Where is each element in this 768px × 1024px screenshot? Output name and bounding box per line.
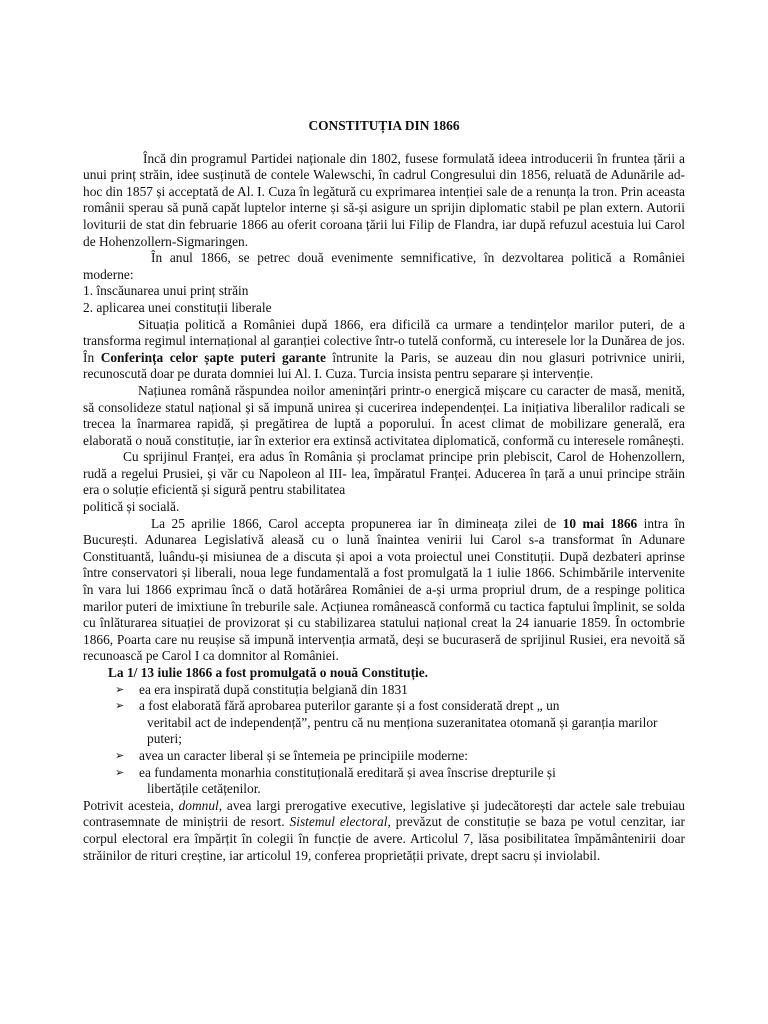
list-item: 2. aplicarea unei constituții liberale — [83, 299, 272, 315]
bold-text-date: 10 mai 1866 — [562, 515, 638, 531]
section-heading: La 1/ 13 iulie 1866 a fost promulgată o nouă Constituție. — [108, 665, 429, 680]
numbered-list — [83, 283, 685, 316]
arrow-bullet-icon: ➢ — [115, 748, 125, 762]
arrow-bullet-icon: ➢ — [115, 699, 125, 713]
bullet-list — [83, 682, 685, 798]
italic-text-domnul: domnul — [178, 797, 219, 813]
arrow-bullet-icon: ➢ — [115, 765, 125, 779]
bullet-item — [83, 682, 685, 699]
paragraph-constitution-details — [83, 798, 685, 864]
text-span: întrunite la Paris, se auzeau din nou glasuri potrivnice unirii, recunoscută doar pe durata domniei lui Al. I. Cuza. Turcia insista pentru separare și intervenție. — [83, 349, 685, 382]
list-item: 1. înscăunarea unui prinț străin — [83, 283, 249, 299]
text-span: , prevăzut de constituție se baza pe votul cenzitar, iar corpul electoral era împărțit în colegii în funcție de avere. Articolul 7, lăsa posibilitatea împământenirii doar străinilor de rituri creștine, iar articolul 19, conferea proprietății private, drept sacru și inviolabil. — [83, 814, 685, 863]
paragraph-carol-arrival — [83, 516, 685, 665]
paragraph-continuation: politică și socială. — [83, 499, 180, 515]
text-span: La 25 aprilie 1866, Carol accepta propunerea iar în dimineața zilei de — [151, 515, 563, 531]
document-title: CONSTITUȚIA DIN 1866 — [308, 118, 460, 133]
text-span: Situația politică a României după 1866, era dificilă ca urmare a tendințelor marilor puteri, de a transforma regimul internațional al garanției colective într-o tutelă conformă, cu interesele lor la Dunărea de jos. În — [83, 316, 685, 365]
bullet-text: ea era inspirată după constituția belgiană din 1831 — [139, 681, 408, 697]
text-span: intra în București. Adunarea Legislativă aleasă cu o lună înaintea venirii lui Carol s-a transformat în Adunare Constituantă, luându-și misiunea de a discuta și apoi a vota proiectul unei Constituții. După dezbateri aprinse între conservatori și liberali, noua lege fundamentală a fost promulgată la 1 iulie 1866. Schimbările intervenite în vara lui 1866 exprimau încă o dată hotărârea României de a-și urma propriul drum, de a respinge politica marilor puteri de imixtiune în treburile sale. Acțiunea românească conformă cu tactica faptului împlinit, se solda cu înlăturarea situației de provizorat și cu stabilizarea statului național creat la 24 ianuarie 1859. În octombrie 1866, Poarta care nu reușise să impună intervenția armată, deși se bucuraseră de sprijinul Rusiei, era nevoită să recunoască pe Carol I ca domnitor al României. — [83, 515, 685, 664]
bullet-item — [83, 748, 685, 765]
bullet-item — [83, 765, 685, 798]
paragraph-political-situation — [83, 317, 685, 383]
text-span: Potrivit acesteia, — [83, 797, 179, 813]
bullet-text: ea fundamenta monarhia constituțională ereditară și avea înscrise drepturile și — [139, 764, 556, 780]
arrow-bullet-icon: ➢ — [115, 682, 125, 696]
bullet-continuation: veritabil act de independență”, pentru că nu menționa suzeranitatea otomană și garanția marilor puteri; — [147, 714, 658, 747]
paragraph-intro: Încă din programul Partidei naționale din 1802, fusese formulată ideea introducerii în fruntea țării a unui prinț străin, idee susținută de contele Walewschi, în cadrul Congresului din 1856, reluată de Adunările ad-hoc din 1857 și acceptată de Al. I. Cuza în legătură cu exprimarea intenției sale de a renunța la tron. Prin aceasta românii sperau să pună capăt luptelor interne și să-și asigure un sprijin diplomatic stabil pe plan extern. Autorii loviturii de stat din februarie 1866 au oferit coroana țării lui Filip de Flandra, iar după refuzul acestuia lui Carol de Hohenzollern-Sigmaringen. — [83, 150, 685, 249]
bullet-text: avea un caracter liberal și se întemeia pe principiile moderne: — [139, 747, 469, 763]
paragraph-national-response: Națiunea română răspundea noilor amenințări printr-o energică mișcare cu caracter de masă, menită, să consolideze statul național și să impună unirea și cucerirea independenței. La inițiativa liberalilor radicali se trecea la înarmarea rapidă, și pregătirea de luptă a poporului. În acest climat de mobilizare generală, era elaborată o nouă constituție, iar în exterior era extinsă activitatea diplomatică, conformă cu interesele românești. — [83, 382, 685, 448]
paragraph-france-support: Cu sprijinul Franței, era adus în România și proclamat principe prin plebiscit, Carol de Hohenzollern, rudă a regelui Prusiei, și văr cu Napoleon al III- lea, împăratul Franței. Aducerea în țară a unui principe străin era o soluție eficientă și sigură pentru stabilitatea — [83, 449, 685, 498]
text-span: , avea largi prerogative executive, legislative și judecătorești dar actele sale trebuiau contrasemnate de miniștrii de resort. — [83, 797, 686, 830]
italic-text-electoral: Sistemul electoral — [289, 814, 388, 830]
paragraph-events: În anul 1866, se petrec două evenimente semnificative, în dezvoltarea politică a României moderne: — [83, 250, 685, 282]
bullet-item — [83, 698, 685, 748]
bullet-text: a fost elaborată fără aprobarea puterilor garante și a fost considerată drept „ un — [139, 698, 560, 714]
bullet-continuation: libertățile cetățenilor. — [147, 781, 261, 797]
bold-text-conference: Conferința celor șapte puteri garante — [100, 349, 326, 365]
document-page — [83, 118, 685, 864]
